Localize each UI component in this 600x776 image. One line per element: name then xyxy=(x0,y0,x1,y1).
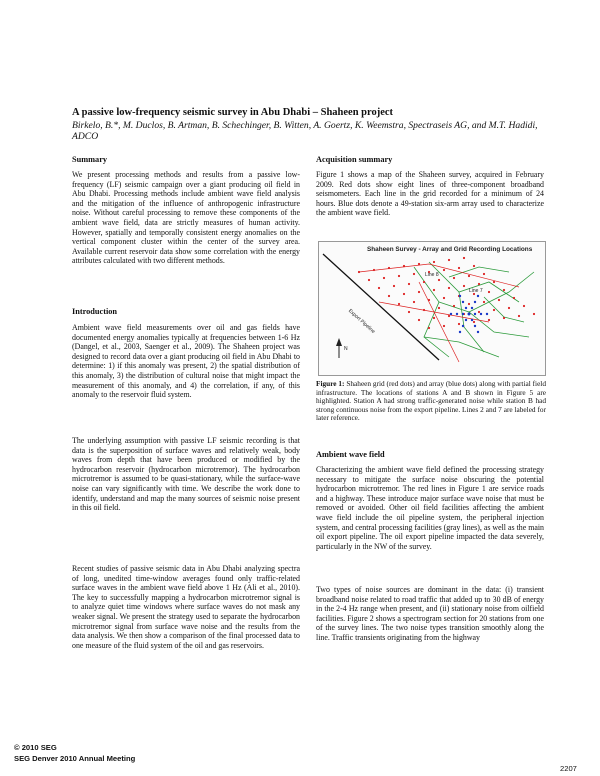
introduction-heading: Introduction xyxy=(72,307,118,316)
caption-lead: Figure 1: xyxy=(316,379,345,388)
author-list: Birkelo, B.*, M. Duclos, B. Artman, B. Schechinger, B. Witten, A. Goertz, K. Weemstra, Spectraseis AG, and M.T. Hadidi, ADCO xyxy=(72,120,538,142)
ambient-paragraph-2: Two types of noise sources are dominant in the data: (i) transient broadband noise related to road traffic that added up to 30 dB of energy in the 2-4 Hz range when present, and (ii) stationary noise from oilfield facilities. Figure 2 shows a spectrogram section for 20 stations from one of the survey lines. The two noise types transition smoothly along the line. Traffic transients originating from the highway xyxy=(316,585,544,642)
array-stations xyxy=(450,295,488,333)
ambient-paragraph-1: Characterizing the ambient wave field defined the processing strategy necessary to mitigate the surface noise obscuring the potential hydrocarbon microtremor. The red lines in Figure 1 are service roads and a highway. These introduce major surface wave noise that must be removed or avoided. Other oil field facilities affecting the ambient wave field include the oil pipeline system, the peripheral injection system, and central processing facilities (gray lines), as well as the main oil export pipeline. The oil export pipeline impacted the data severely, particularly in the NW of the survey. xyxy=(316,465,544,551)
line-8-label: Line 8 xyxy=(425,272,439,278)
meeting-name: SEG Denver 2010 Annual Meeting xyxy=(14,754,136,763)
grid-line-3 xyxy=(388,267,460,325)
roads xyxy=(359,264,519,362)
page-number: 2207 xyxy=(560,764,577,773)
caption-text: Shaheen grid (red dots) and array (blue dots) along with partial field infrastructure. The locations of stations A and B shown in Figure 5 are highlighted. Station A had strong traffic-generated noise while station B had strong continuous noise from the export pipeline. Lines 2 and 7 are labeled for later reference. xyxy=(316,379,546,423)
figure-1-survey-map xyxy=(318,241,546,376)
grid-line-4 xyxy=(403,265,475,323)
paper-title: A passive low-frequency seismic survey in Abu Dhabi – Shaheen project xyxy=(72,107,394,118)
grid-line-8 xyxy=(463,257,535,315)
intro-paragraph-1: Ambient wave field measurements over oil and gas fields have documented energy anomalies typically at frequencies between 1-6 Hz (Dangel, et al., 2003, Saenger et al., 2009). The Shaheen project was designed to record data over a giant producing oil field in Abu Dhabi to determine: 1) if this anomaly was present, 2) the spatial distribution of this anomaly, 3) the distribution of cultural noise that might impact the measurement of this anomaly, and 4) the correlation, if any, of this anomaly to the reservoir fluid system. xyxy=(72,323,300,400)
copyright: © 2010 SEG xyxy=(14,743,57,752)
line-7-label: Line 7 xyxy=(469,288,483,294)
figure-title: Shaheen Survey - Array and Grid Recording Locations xyxy=(367,246,533,253)
pipeline-label: Export Pipeline xyxy=(346,308,376,335)
north-label: N xyxy=(344,346,348,352)
intro-paragraph-3: Recent studies of passive seismic data in Abu Dhabi analyzing spectra of long, unedited time-window averages found only traffic-related surface waves in the ambient wave field above 1 Hz (Ali et al., 2010). The key to successfully mapping a hydrocarbon microtremor signal is to analyze quiet time windows where surface waves do not mask any weaker signal. We present the strategy used to separate the hydrocarbon microtremor signal from surface wave noise and the results from the data analysis. We then show a comparison of the final processed data to one measure of the fluid system of the oil and gas reservoirs. xyxy=(72,564,300,650)
acquisition-heading: Acquisition summary xyxy=(316,155,393,164)
intro-paragraph-2: The underlying assumption with passive LF seismic recording is that data is the superposition of surface waves and relatively weak, body waves from depth that have been produced or modified by the hydrocarbon reservoir (hydrocarbon microtremor). The hydrocarbon microtremor is assumed to be quasi-stationary, while the surface-wave noise can vary significantly with time. We describe the work done to identify, understand and map the many sources of seismic noise present in this oil field. xyxy=(72,436,300,513)
acquisition-paragraph: Figure 1 shows a map of the Shaheen survey, acquired in February 2009. Red dots show eight lines of three-component broadband seismometers. Each line in the grid recorded for a minimum of 24 hours. Blue dots denote a 49-station six-arm array used to characterize the ambient wave field. xyxy=(316,170,544,218)
summary-paragraph: We present processing methods and results from a passive low-frequency (LF) seismic campaign over a giant producing oil field in Abu Dhabi. Processing methods include ambient wave field analysis and the mitigation of the influence of anthropogenic infrastructure noise. Without careful processing to remove these components of the ambient wave field, data are strictly measures of human activity. However, spatially and temporally consistent energy anomalies on the vertical component cluster within the center of the survey area. Available current reservoir data show some correlation with the energy attributes calculated with two different methods. xyxy=(72,170,300,266)
north-arrow-icon xyxy=(336,338,342,358)
summary-heading: Summary xyxy=(72,155,108,164)
grid-line-1 xyxy=(358,271,430,329)
figure-1-caption xyxy=(316,380,546,423)
survey-map xyxy=(319,242,545,375)
ambient-heading: Ambient wave field xyxy=(316,450,385,459)
